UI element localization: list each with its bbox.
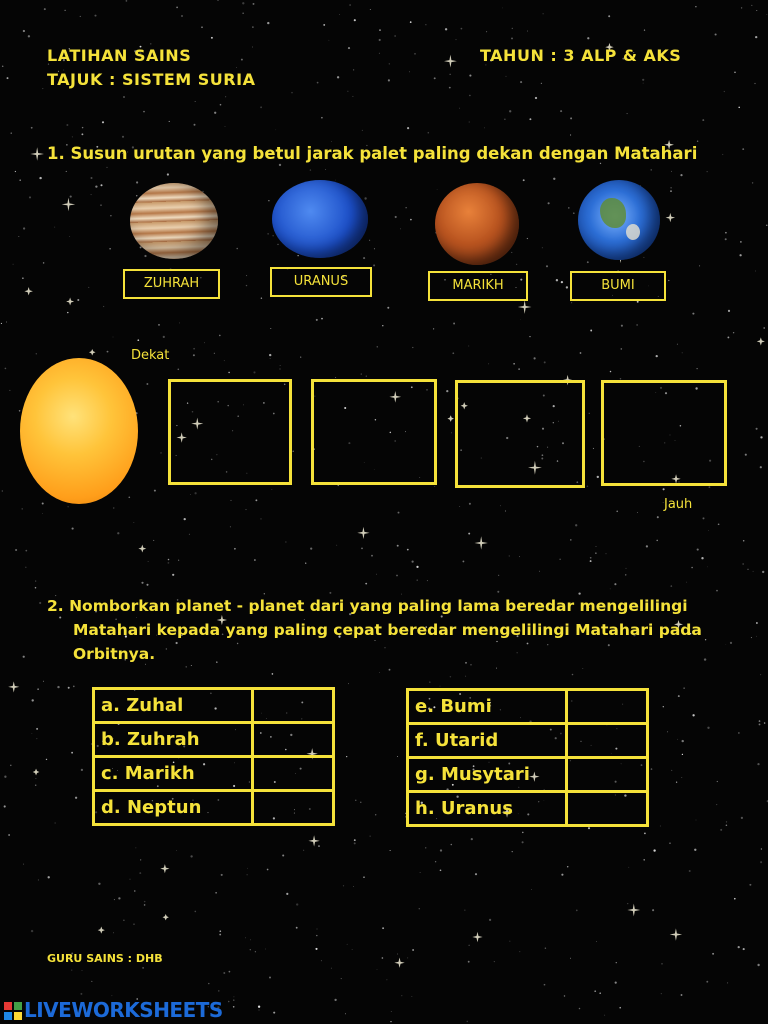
orbit-table-right [406,688,649,827]
subject-title: LATIHAN SAINS [47,46,192,65]
table-row [408,724,648,758]
question-2-prompt-line2: Matahari kepada yang paling cepat beredar mengelilingi Matahari pada [73,621,702,639]
orbit-table-left [92,687,335,826]
answer-cell-h[interactable] [567,792,648,826]
liveworksheets-brand[interactable]: LIVEWORKSHEETS [24,998,223,1022]
jupiter-image [130,183,218,259]
question-2-prompt-line1: 2. Nomborkan planet - planet dari yang paling lama beredar mengelilingi [47,597,688,615]
table-row [94,791,334,825]
table-row [408,758,648,792]
teacher-credit: GURU SAINS : DHB [47,952,163,965]
mars-image [435,183,519,265]
topic-title: TAJUK : SISTEM SURIA [47,70,256,89]
near-label: Dekat [131,348,170,363]
far-label: Jauh [664,497,693,512]
planet-label-marikh[interactable]: MARIKH [428,271,528,301]
answer-cell-d[interactable] [253,791,334,825]
answer-cell-f[interactable] [567,724,648,758]
planet-label-zuhrah[interactable]: ZUHRAH [123,269,220,299]
year-label: TAHUN : 3 ALP & AKS [480,46,682,65]
answer-cell-b[interactable] [253,723,334,757]
table-row [94,723,334,757]
answer-cell-g[interactable] [567,758,648,792]
planet-name-musytari: g. Musytari [408,758,567,792]
order-box-4[interactable] [601,380,727,486]
sun-image [20,358,138,504]
answer-cell-c[interactable] [253,757,334,791]
order-box-1[interactable] [168,379,292,485]
table-row [94,689,334,723]
planet-name-zuhrah: b. Zuhrah [94,723,253,757]
planet-name-utarid: f. Utarid [408,724,567,758]
question-2-prompt-line3: Orbitnya. [73,645,156,663]
planet-label-uranus[interactable]: URANUS [270,267,372,297]
planet-name-uranus: h. Uranus [408,792,567,826]
planet-label-bumi[interactable]: BUMI [570,271,666,301]
earth-image [578,180,660,260]
planet-name-zuhal: a. Zuhal [94,689,253,723]
table-row [408,690,648,724]
liveworksheets-logo-icon [4,1002,22,1020]
planet-name-marikh: c. Marikh [94,757,253,791]
question-1-prompt: 1. Susun urutan yang betul jarak palet paling dekan dengan Matahari [47,144,698,163]
table-row [408,792,648,826]
order-box-3[interactable] [455,380,585,488]
planet-name-bumi: e. Bumi [408,690,567,724]
table-row [94,757,334,791]
answer-cell-a[interactable] [253,689,334,723]
answer-cell-e[interactable] [567,690,648,724]
planet-name-neptun: d. Neptun [94,791,253,825]
order-box-2[interactable] [311,379,437,485]
neptune-image [272,180,368,258]
